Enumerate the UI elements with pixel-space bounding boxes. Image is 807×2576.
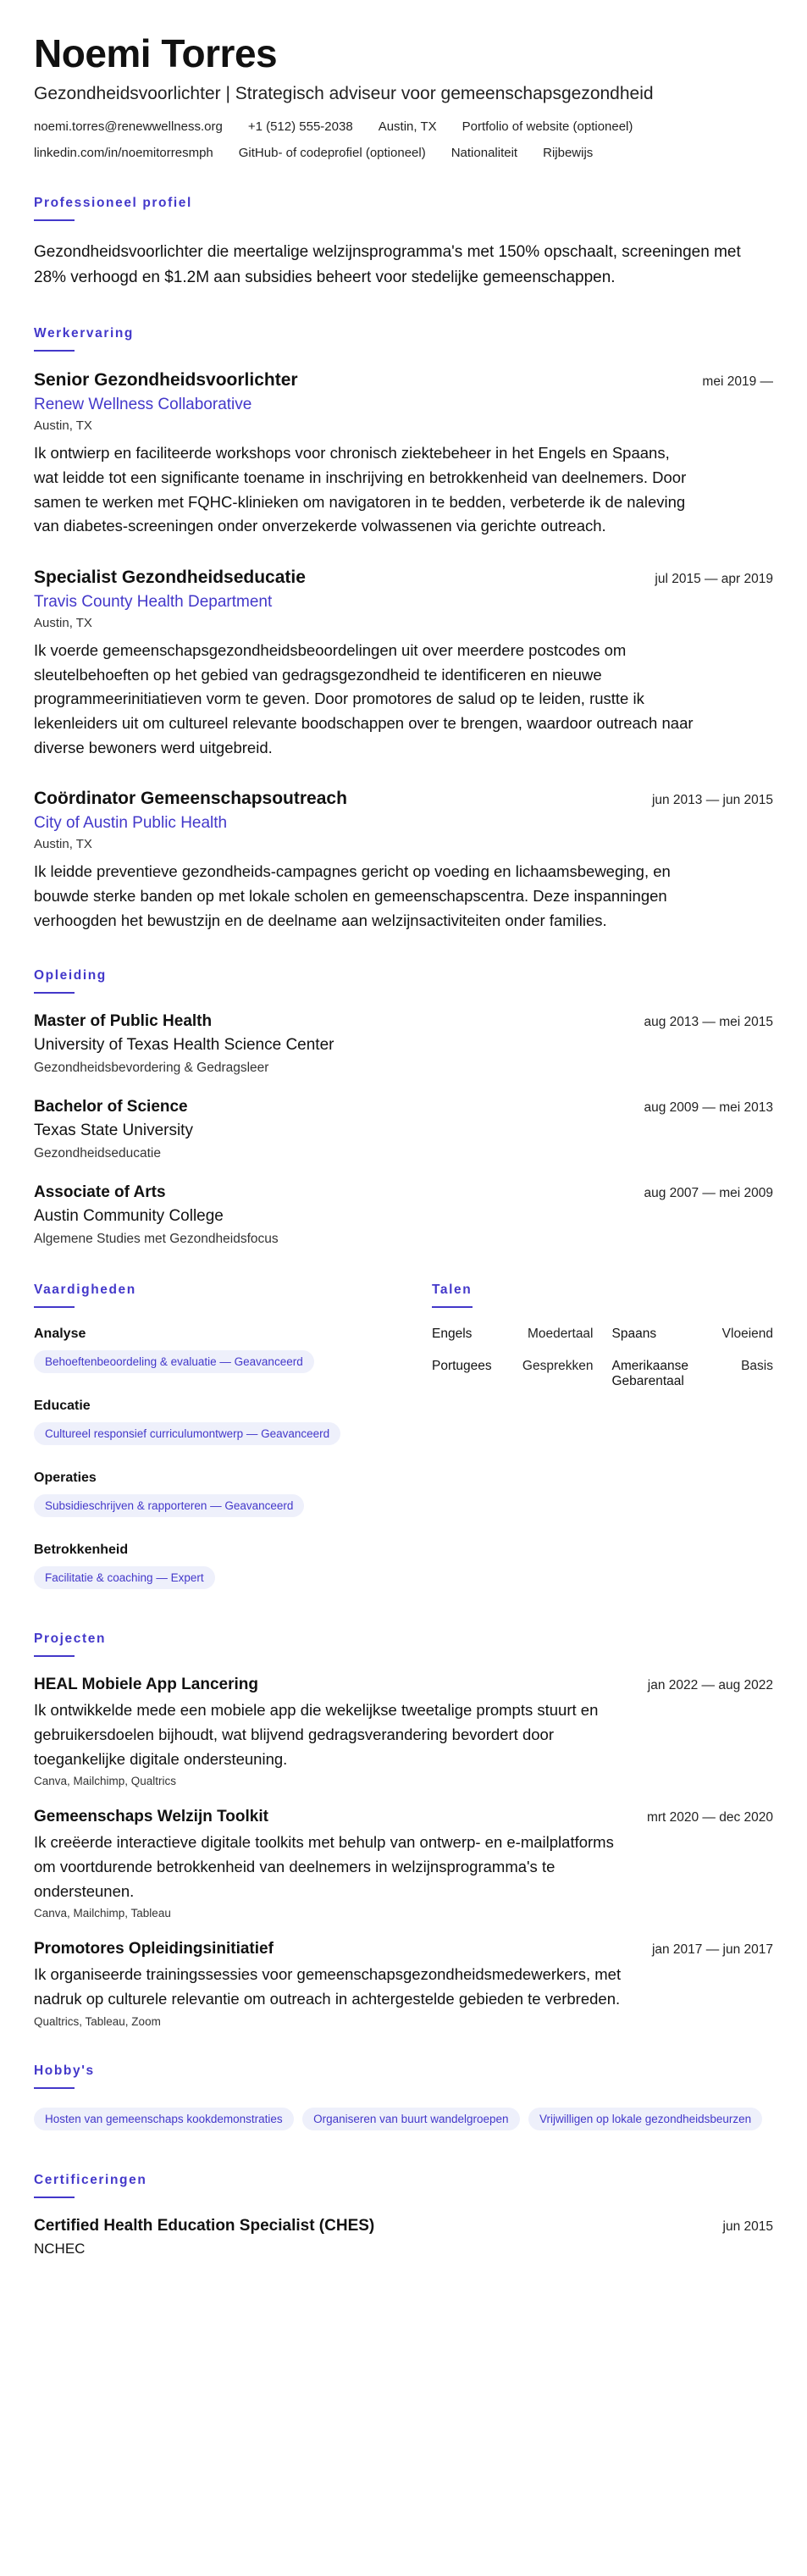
job-title: Coördinator Gemeenschapsoutreach (34, 789, 347, 809)
skill-category: Educatie (34, 1399, 91, 1414)
job-location: Austin, TX (34, 837, 92, 852)
language-level: Moedertaal (527, 1327, 594, 1342)
certification-issuer: NCHEC (34, 2240, 86, 2257)
skills-languages-row (34, 1282, 773, 1596)
language-item (432, 1327, 594, 1342)
skill-category: Betrokkenheid (34, 1543, 129, 1558)
certification-name: Certified Health Education Specialist (CHES) (34, 2216, 375, 2235)
project-name: Promotores Opleidingsinitiatief (34, 1940, 274, 1958)
language-level: Basis (741, 1359, 773, 1374)
contact-drivers-license: Rijbewijs (543, 145, 594, 160)
project-description: Ik creëerde interactieve digitale toolkits met behulp van ontwerp- en e-mailplatforms om voortdurende betrokkenheid van deelnemers in welzijnsprogramma's te ondersteunen. (34, 1833, 614, 1900)
contact-github[interactable]: GitHub- of codeprofiel (optioneel) (238, 145, 426, 160)
education-entry (34, 1098, 773, 1161)
job-company: Travis County Health Department (34, 593, 273, 612)
job-date: jun 2013 — jun 2015 (651, 793, 773, 808)
language-name: Engels (432, 1327, 473, 1342)
skill-chip: Behoeftenbeoordeling & evaluatie — Geavanceerd (34, 1350, 314, 1373)
contact-list (34, 119, 773, 160)
education-field: Gezondheidsbevordering & Gedragsleer (34, 1061, 269, 1076)
project-entry (34, 1676, 773, 1787)
education-entry (34, 1183, 773, 1247)
language-item (432, 1359, 594, 1389)
skill-group (34, 1399, 381, 1452)
contact-email[interactable]: noemi.torres@renewwellness.org (34, 119, 223, 134)
project-date: jan 2022 — aug 2022 (647, 1678, 773, 1693)
skill-chip: Cultureel responsief curriculumontwerp — Geavanceerd (34, 1422, 340, 1445)
project-entry (34, 1808, 773, 1920)
profile-section (34, 196, 773, 291)
language-item (612, 1327, 774, 1342)
skill-group (34, 1327, 381, 1380)
education-field: Gezondheidseducatie (34, 1146, 161, 1161)
job-date: mei 2019 — (702, 374, 773, 390)
education-field: Algemene Studies met Gezondheidsfocus (34, 1232, 279, 1247)
job-entry (34, 370, 773, 539)
language-level: Gesprekken (522, 1359, 594, 1374)
contact-portfolio[interactable]: Portfolio of website (optioneel) (462, 119, 633, 134)
job-date: jul 2015 — apr 2019 (655, 572, 773, 587)
language-item (612, 1359, 774, 1389)
education-degree: Master of Public Health (34, 1012, 213, 1031)
project-entry (34, 1940, 773, 2027)
skill-chip: Subsidieschrijven & rapporteren — Geavanceerd (34, 1494, 304, 1517)
certifications-section (34, 2173, 773, 2257)
project-tools: Qualtrics, Tableau, Zoom (34, 2014, 161, 2028)
contact-phone[interactable]: +1 (512) 555-2038 (247, 119, 353, 134)
education-degree: Associate of Arts (34, 1183, 166, 1202)
contact-location: Austin, TX (378, 119, 437, 134)
hobby-chip: Organiseren van buurt wandelgroepen (302, 2108, 519, 2130)
section-title: Certificeringen (34, 2173, 146, 2198)
project-tools: Canva, Mailchimp, Qualtrics (34, 1775, 177, 1788)
section-title: Hobby's (34, 2064, 95, 2089)
education-date: aug 2013 — mei 2015 (644, 1015, 773, 1030)
project-tools: Canva, Mailchimp, Tableau (34, 1907, 171, 1920)
job-location: Austin, TX (34, 616, 92, 631)
language-level: Vloeiend (721, 1327, 773, 1342)
languages-section (432, 1282, 773, 1596)
job-description: Ik leidde preventieve gezondheids-campagnes gericht op voeding en lichaamsbeweging, en bouwde sterke banden op met lokale scholen en gemeenschapscentra. Deze inspanningen verhoogden het bewustzijn en de deelname aan welzijnsactiviteiten onder families. (34, 862, 671, 929)
language-name: Spaans (611, 1327, 657, 1342)
project-date: jan 2017 — jun 2017 (651, 1942, 773, 1958)
skill-category: Operaties (34, 1471, 97, 1486)
section-title: Professioneel profiel (34, 196, 192, 221)
language-name: Portugees (432, 1359, 492, 1374)
skill-group (34, 1471, 381, 1524)
skills-section (34, 1282, 381, 1596)
section-title: Opleiding (34, 968, 107, 994)
job-description: Ik ontwierp en faciliteerde workshops voor chronisch ziektebeheer in het Engels en Spaans, wat leidde tot een significante toename in inschrijving en betrokkenheid van deelnemers. Door samen te werken met FQHC-klinieken om navigatoren in te bedden, verbeterde ik de naleving van diabetes-screeningen onder onverzekerde volwassenen via gerichte outreach. (34, 444, 687, 535)
skill-chip: Facilitatie & coaching — Expert (34, 1566, 215, 1589)
profile-summary: Gezondheidsvoorlichter die meertalige welzijnsprogramma's met 150% opschaalt, screeningen met 28% verhoogd en $1.2M aan subsidies beheert voor stedelijke gemeenschappen. (34, 242, 741, 286)
education-school: Austin Community College (34, 1207, 224, 1226)
job-description: Ik voerde gemeenschapsgezondheidsbeoordelingen uit over meerdere postcodes om sleutelbehoeften op het gebied van gedragsgezondheid te identificeren en nieuwe programmeerinitiatieven vorm te geven. Door promotores de salud op te leiden, rustte ik lekenleiders uit om cultureel relevante boodschappen over te brengen, waardoor outreach naar diverse bewoners werd uitgebreid. (34, 641, 694, 756)
language-name: Amerikaanse Gebarentaal (611, 1359, 688, 1389)
project-description: Ik organiseerde trainingssessies voor gemeenschapsgezondheidsmedewerkers, met nadruk op culturele relevantie om outreach in achtergestelde gebieden te verbreden. (34, 1965, 622, 2008)
hobbies-section (34, 2064, 773, 2137)
project-name: Gemeenschaps Welzijn Toolkit (34, 1808, 268, 1826)
project-description: Ik ontwikkelde mede een mobiele app die wekelijkse tweetalige prompts stuurt en gebruikersdoelen bijhoudt, wat blijvend gedragsverandering bevordert door toegankelijke digitale ondersteuning. (34, 1701, 599, 1768)
section-title: Projecten (34, 1631, 106, 1657)
contact-nationality: Nationaliteit (450, 145, 518, 160)
job-title: Specialist Gezondheidseducatie (34, 568, 306, 588)
education-section (34, 968, 773, 1247)
hobby-chip: Vrijwilligen op lokale gezondheidsbeurzen (528, 2108, 762, 2130)
education-degree: Bachelor of Science (34, 1098, 188, 1116)
job-entry (34, 568, 773, 760)
project-name: HEAL Mobiele App Lancering (34, 1676, 258, 1694)
projects-section (34, 1631, 773, 2027)
education-entry (34, 1012, 773, 1076)
job-location: Austin, TX (34, 418, 92, 434)
section-title: Vaardigheden (34, 1282, 136, 1308)
section-title: Talen (432, 1282, 472, 1308)
skill-category: Analyse (34, 1327, 86, 1342)
contact-linkedin[interactable]: linkedin.com/in/noemitorresmph (34, 145, 213, 160)
job-company: Renew Wellness Collaborative (34, 396, 252, 414)
resume-header (34, 32, 773, 160)
skill-group (34, 1543, 381, 1596)
experience-section (34, 326, 773, 933)
job-title: Senior Gezondheidsvoorlichter (34, 370, 298, 391)
education-school: University of Texas Health Science Center (34, 1036, 334, 1055)
section-title: Werkervaring (34, 326, 134, 352)
candidate-name: Noemi Torres (34, 31, 278, 75)
certification-entry (34, 2217, 773, 2257)
job-company: City of Austin Public Health (34, 814, 228, 833)
project-date: mrt 2020 — dec 2020 (646, 1810, 773, 1825)
hobby-chip: Hosten van gemeenschaps kookdemonstraties (34, 2108, 294, 2130)
certification-date: jun 2015 (722, 2219, 773, 2234)
education-date: aug 2007 — mei 2009 (644, 1186, 773, 1201)
education-school: Texas State University (34, 1122, 193, 1140)
job-entry (34, 789, 773, 933)
education-date: aug 2009 — mei 2013 (644, 1100, 773, 1116)
candidate-headline: Gezondheidsvoorlichter | Strategisch adviseur voor gemeenschapsgezondheid (34, 83, 654, 103)
